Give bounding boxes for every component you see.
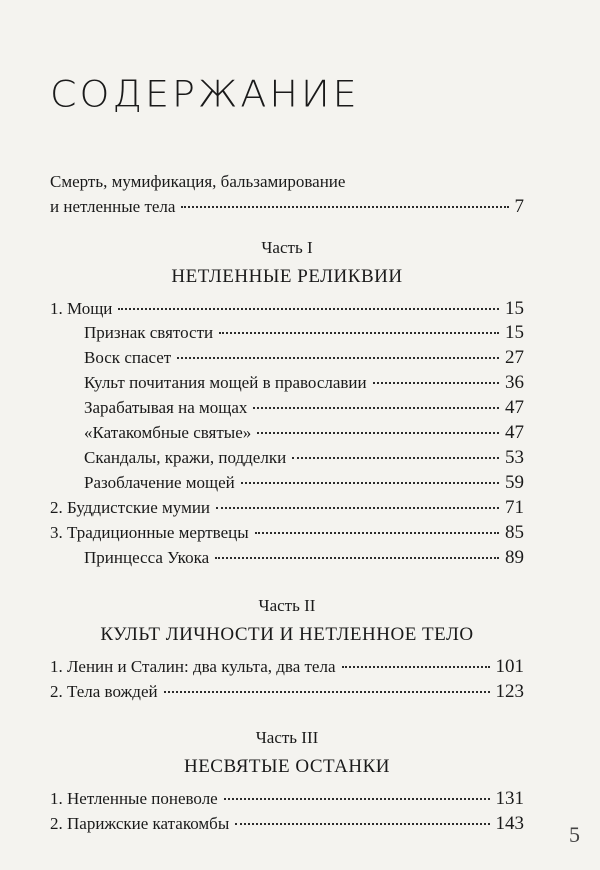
toc-entry-page: 143 — [495, 813, 524, 834]
toc-entry[interactable] — [50, 472, 524, 498]
toc-entry-page: 15 — [505, 322, 524, 343]
toc-entry-label: «Катакомбные святые» — [84, 423, 252, 442]
toc-entry-page: 123 — [495, 681, 524, 702]
toc-entry-label: Воск спасет — [84, 348, 172, 367]
page-title: СОДЕРЖАНИЕ — [50, 73, 360, 115]
toc-entry[interactable] — [50, 397, 524, 423]
toc-entry[interactable] — [50, 372, 524, 398]
toc-entry-page: 15 — [505, 298, 524, 319]
toc-entry-label: 1. Нетленные поневоле — [50, 789, 218, 808]
toc-entry-page: 47 — [505, 422, 524, 443]
toc-entry-label: 1. Ленин и Сталин: два культа, два тела — [50, 657, 336, 676]
dot-leader — [235, 823, 489, 825]
toc-entry[interactable] — [50, 788, 524, 814]
dot-leader — [216, 507, 499, 509]
toc-entry-label: 2. Тела вождей — [50, 682, 158, 701]
toc-entry[interactable] — [50, 422, 524, 448]
toc-entry-page: 53 — [505, 447, 524, 468]
dot-leader — [373, 382, 499, 384]
toc-entry[interactable] — [50, 447, 524, 473]
part-2-label: Часть II — [258, 596, 316, 615]
toc-entry-label: и нетленные тела — [50, 197, 176, 216]
dot-leader — [292, 457, 499, 459]
dot-leader — [219, 332, 499, 334]
toc-entry-label: Скандалы, кражи, подделки — [84, 448, 287, 467]
dot-leader — [253, 407, 499, 409]
dot-leader — [255, 532, 499, 534]
toc-entry-page: 47 — [505, 397, 524, 418]
toc-entry-page: 131 — [495, 788, 524, 809]
toc-entry-page: 7 — [514, 196, 524, 217]
toc-entry-label: Разоблачение мощей — [84, 473, 235, 492]
toc-entry-page: 59 — [505, 472, 524, 493]
part-3-label: Часть III — [255, 728, 319, 747]
part-1-label: Часть I — [261, 238, 313, 257]
toc-entry-page: 36 — [505, 372, 524, 393]
dot-leader — [181, 206, 508, 208]
dot-leader — [177, 357, 499, 359]
toc-entry[interactable] — [50, 522, 524, 548]
toc-entry-label: 2. Буддистские мумии — [50, 498, 211, 517]
toc-entry-label: 3. Традиционные мертвецы — [50, 523, 249, 542]
intro-line-1: Смерть, мумификация, бальзамирование — [50, 172, 346, 191]
toc-entry-page: 85 — [505, 522, 524, 543]
toc-entry-page: 89 — [505, 547, 524, 568]
toc-entry-label: Зарабатывая на мощах — [84, 398, 248, 417]
toc-entry-intro[interactable] — [50, 196, 524, 222]
dot-leader — [215, 557, 499, 559]
toc-entry[interactable] — [50, 497, 524, 523]
dot-leader — [257, 432, 499, 434]
dot-leader — [342, 666, 490, 668]
toc-entry-label: 2. Парижские катакомбы — [50, 814, 230, 833]
toc-entry[interactable] — [50, 656, 524, 682]
toc-entry-page: 101 — [495, 656, 524, 677]
page-number: 5 — [569, 822, 580, 847]
toc-entry[interactable] — [50, 347, 524, 373]
part-3-title: НЕСВЯТЫЕ ОСТАНКИ — [183, 756, 391, 777]
toc-entry[interactable] — [50, 547, 524, 573]
toc-entry-label: Культ почитания мощей в православии — [84, 373, 367, 392]
toc-entry[interactable] — [50, 322, 524, 348]
toc-entry[interactable] — [50, 298, 524, 324]
dot-leader — [241, 482, 499, 484]
dot-leader — [164, 691, 490, 693]
toc-entry-page: 71 — [505, 497, 524, 518]
dot-leader — [224, 798, 490, 800]
toc-entry[interactable] — [50, 681, 524, 707]
toc-entry-label: Признак святости — [84, 323, 214, 342]
toc-entry-label: 1. Мощи — [50, 299, 113, 318]
toc-entry-label: Принцесса Укока — [84, 548, 210, 567]
part-1-title: НЕТЛЕННЫЕ РЕЛИКВИИ — [171, 266, 403, 287]
dot-leader — [118, 308, 499, 310]
part-2-title: КУЛЬТ ЛИЧНОСТИ И НЕТЛЕННОЕ ТЕЛО — [100, 624, 474, 645]
toc-entry[interactable] — [50, 813, 524, 839]
toc-entry-page: 27 — [505, 347, 524, 368]
